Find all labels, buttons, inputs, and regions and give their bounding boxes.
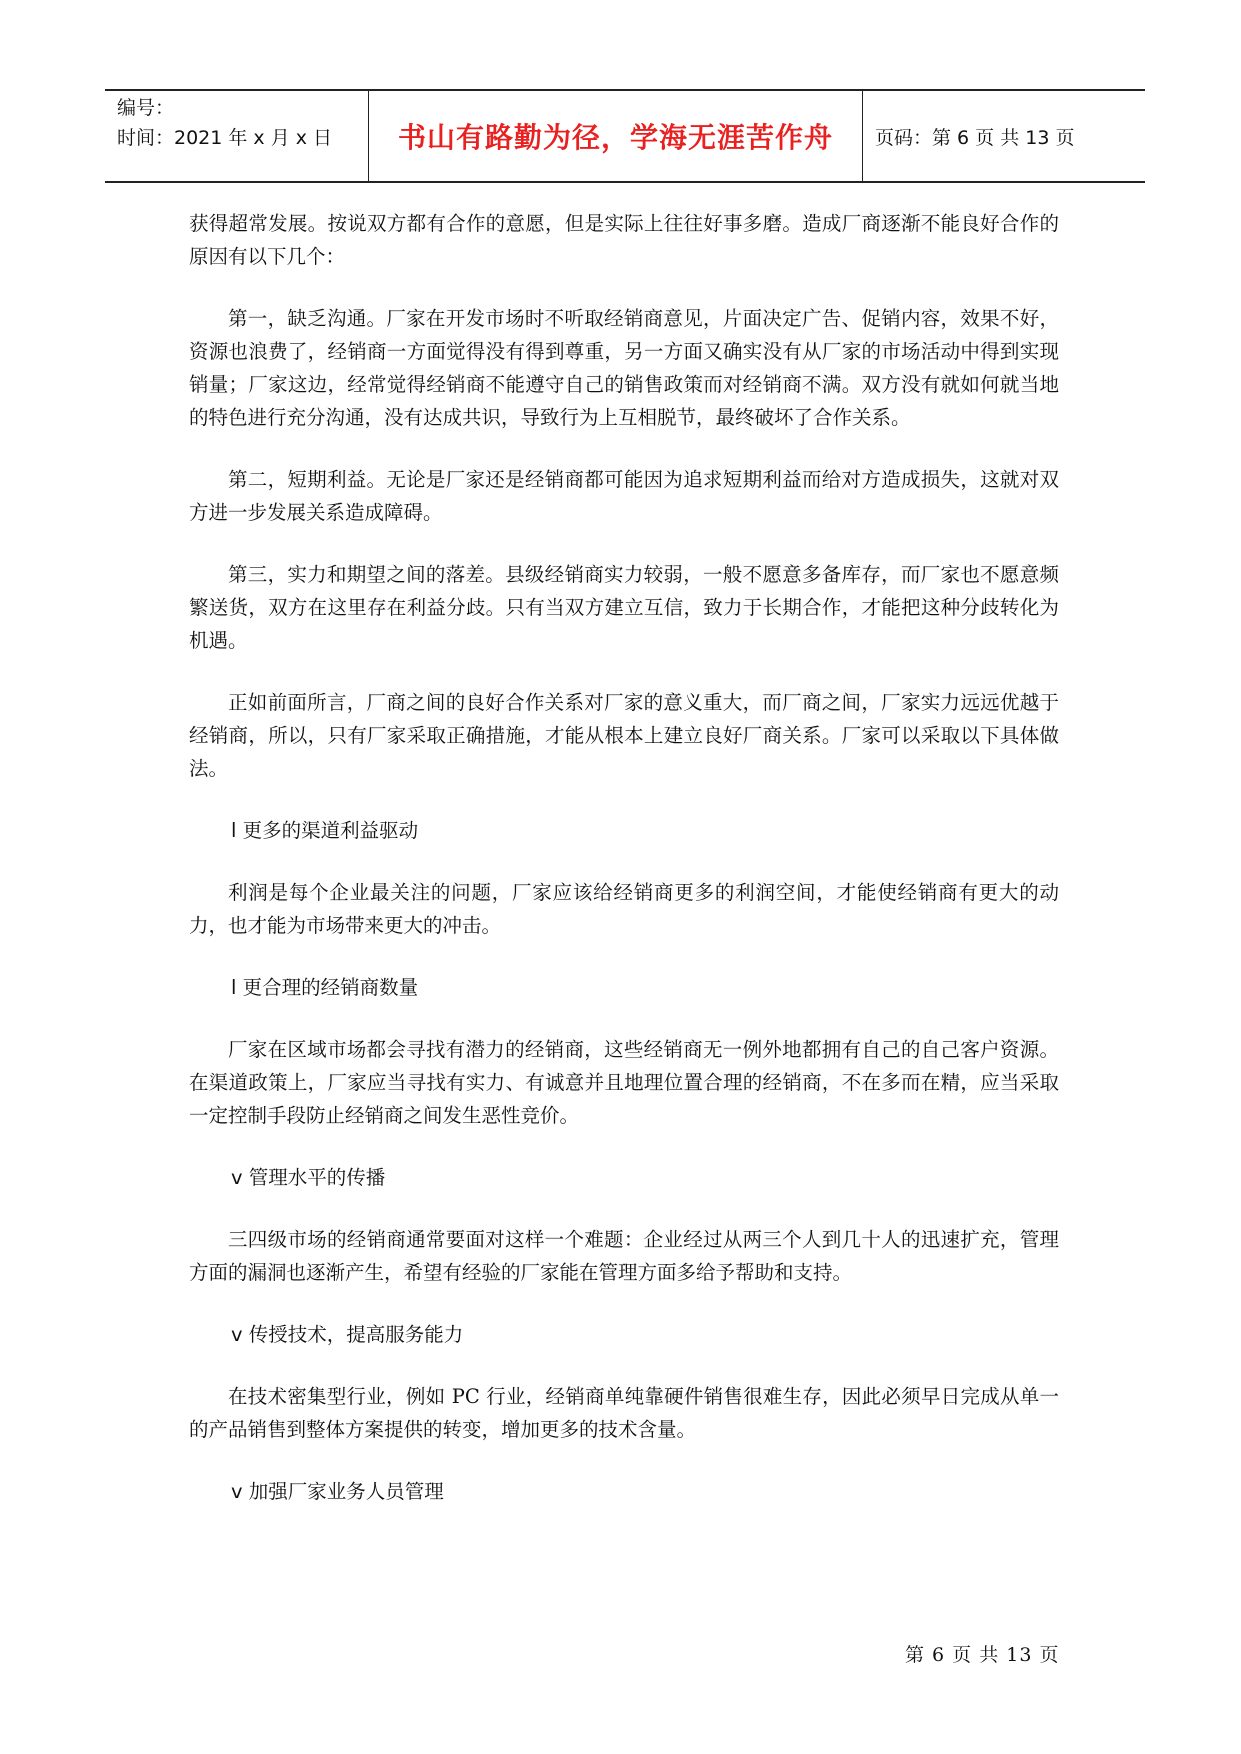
- bullet-heading: l 更合理的经销商数量: [231, 976, 419, 999]
- document-body: [189, 207, 1059, 1537]
- paragraph: 获得超常发展。按说双方都有合作的意愿，但是实际上往往好事多磨。造成厂商逐渐不能良好合作的原因有以下几个：: [189, 212, 1059, 268]
- header-page-label: 页码：第 6 页 共 13 页: [875, 126, 1075, 149]
- bullet-heading: v 传授技术，提高服务能力: [231, 1323, 464, 1346]
- page-header: [105, 89, 1145, 183]
- bullet-heading: l 更多的渠道利益驱动: [231, 819, 419, 842]
- paragraph: 第二，短期利益。无论是厂家还是经销商都可能因为追求短期利益而给对方造成损失，这就对双方进一步发展关系造成障碍。: [189, 468, 1059, 524]
- header-meta: [105, 91, 369, 181]
- header-page-cell: [863, 91, 1145, 181]
- paragraph: 第一，缺乏沟通。厂家在开发市场时不听取经销商意见，片面决定广告、促销内容，效果不好，资源也浪费了，经销商一方面觉得没有得到尊重，另一方面又确实没有从厂家的市场活动中得到实现销量；厂家这边，经常觉得经销商不能遵守自己的销售政策而对经销商不满。双方没有就如何就当地的特色进行充分沟通，没有达成共识，导致行为上互相脱节，最终破坏了合作关系。: [189, 307, 1059, 429]
- paragraph: 正如前面所言，厂商之间的良好合作关系对厂家的意义重大，而厂商之间，厂家实力远远优越于经销商，所以，只有厂家采取正确措施，才能从根本上建立良好厂商关系。厂家可以采取以下具体做法。: [189, 691, 1059, 780]
- footer-page-number: 第 6 页 共 13 页: [905, 1644, 1060, 1666]
- header-motto: 书山有路勤为径，学海无涯苦作舟: [397, 121, 833, 154]
- bullet-heading: v 管理水平的传播: [231, 1166, 386, 1189]
- paragraph: 厂家在区域市场都会寻找有潜力的经销商，这些经销商无一例外地都拥有自己的自己客户资源。在渠道政策上，厂家应当寻找有实力、有诚意并且地理位置合理的经销商，不在多而在精，应当采取一定控制手段防止经销商之间发生恶性竞价。: [189, 1038, 1059, 1127]
- paragraph: 三四级市场的经销商通常要面对这样一个难题：企业经过从两三个人到几十人的迅速扩充，管理方面的漏洞也逐渐产生，希望有经验的厂家能在管理方面多给予帮助和支持。: [189, 1228, 1059, 1284]
- paragraph: 在技术密集型行业，例如 PC 行业，经销商单纯靠硬件销售很难生存，因此必须早日完成从单一的产品销售到整体方案提供的转变，增加更多的技术含量。: [189, 1385, 1059, 1441]
- page-footer: [905, 1640, 1059, 1667]
- paragraph: 利润是每个企业最关注的问题，厂家应该给经销商更多的利润空间，才能使经销商有更大的动力，也才能为市场带来更大的冲击。: [189, 881, 1059, 937]
- document-number-label: 编号：: [117, 97, 175, 119]
- bullet-heading: v 加强厂家业务人员管理: [231, 1480, 444, 1503]
- document-time-label: 时间：2021 年 x 月 x 日: [117, 127, 333, 149]
- header-motto-cell: [369, 91, 863, 181]
- paragraph: 第三，实力和期望之间的落差。县级经销商实力较弱，一般不愿意多备库存，而厂家也不愿意频繁送货，双方在这里存在利益分歧。只有当双方建立互信，致力于长期合作，才能把这种分歧转化为机遇。: [189, 563, 1059, 652]
